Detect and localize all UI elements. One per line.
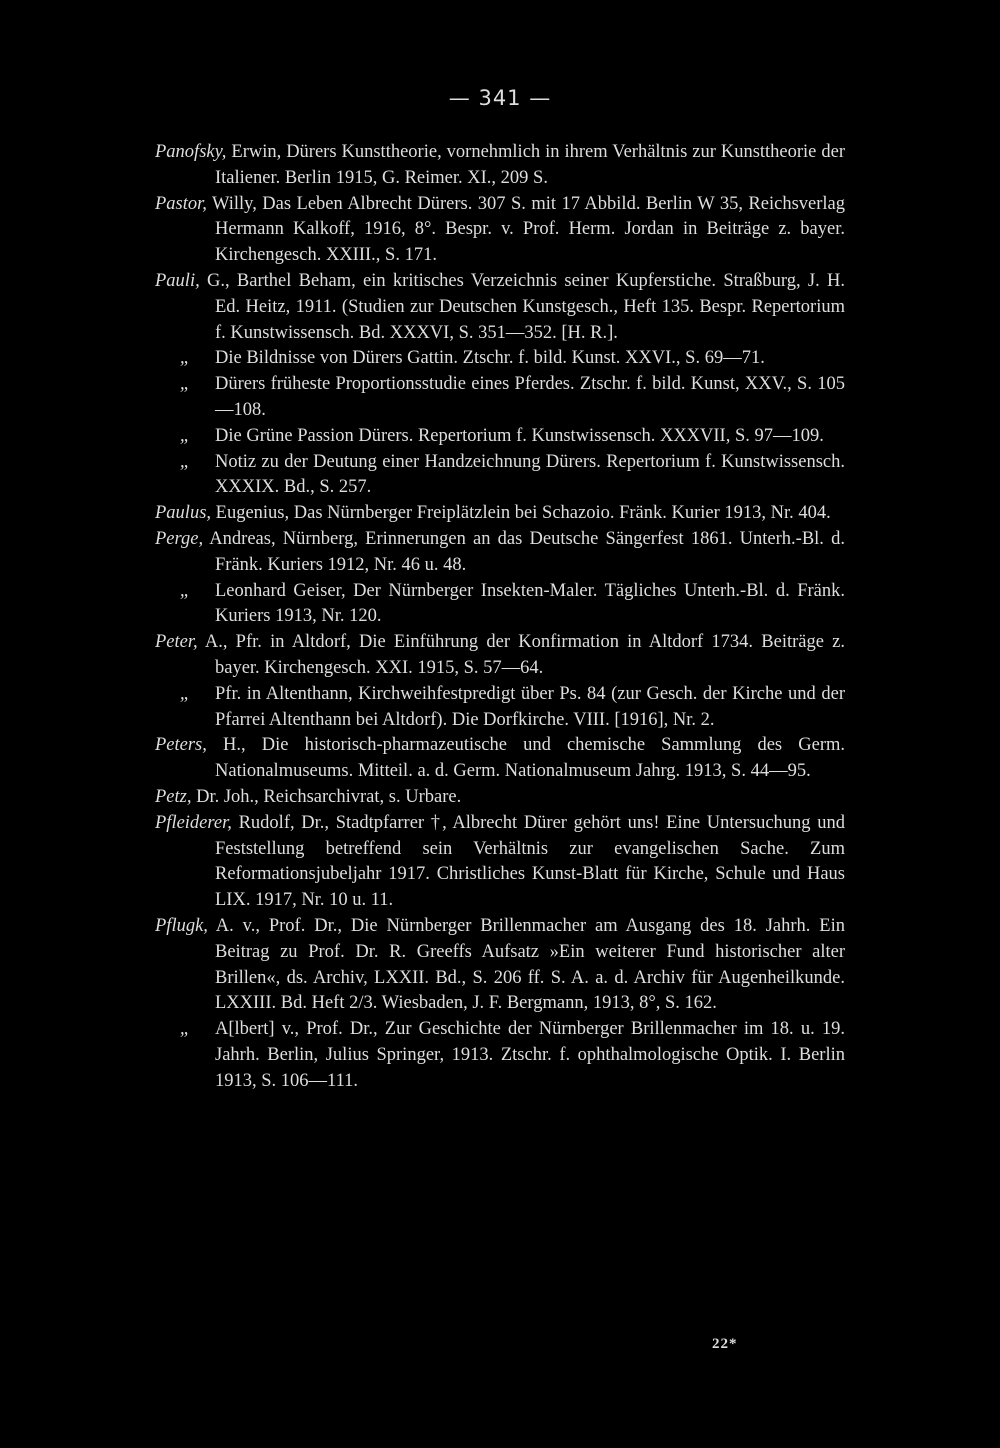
entry-text: Rudolf, Dr., Stadtpfarrer †, Albrecht Dürer gehört uns! Eine Untersuchung und Feststellung betreffend sein Verhältnis zur evangelischen Sache. Zum Reformationsjubeljahr 1917. Christliches Kunst-Blatt für Kirche, Schule und Haus LIX. 1917, Nr. 10 u. 11. (215, 812, 845, 911)
entry-author: Peters, (155, 735, 207, 756)
entry-text: A., Pfr. in Altdorf, Die Einführung der Konfirmation in Altdorf 1734. Beiträge z. bayer. Kirchengesch. XXI. 1915, S. 57—64. (197, 632, 845, 678)
ditto-mark: „ (179, 374, 191, 395)
bibliography-entry (155, 140, 845, 192)
entry-author: Panofsky, (155, 142, 227, 162)
ditto-mark: „ (179, 683, 191, 704)
page-number: — 341 — (448, 86, 552, 110)
entry-author: Pflugk, (155, 915, 208, 936)
bibliography-entry (155, 682, 845, 734)
entry-text: Erwin, Dürers Kunsttheorie, vornehmlich in ihrem Verhältnis zur Kunsttheorie der Italiener. Berlin 1915, G. Reimer. XI., 209 S. (215, 142, 845, 188)
entry-author: Pfleiderer, (155, 812, 232, 833)
bibliography-entry (155, 579, 845, 631)
entry-text: Eugenius, Das Nürnberger Freiplätzlein bei Schazoio. Fränk. Kurier 1913, Nr. 404. (211, 503, 831, 524)
entry-author: Peter, (155, 632, 198, 653)
bibliography-entry (155, 372, 845, 424)
ditto-mark: „ (179, 348, 191, 369)
entry-text: Notiz zu der Deutung einer Handzeichnung Dürers. Repertorium f. Kunstwissensch. XXXIX. Bd., S. 257. (215, 451, 845, 498)
entry-text: H., Die historisch-pharmazeutische und chemische Sammlung des Germ. Nationalmuseums. Mitteil. a. d. Germ. Nationalmuseum Jahrg. 1913, S. 44—95. (206, 735, 845, 782)
entry-text: A[lbert] v., Prof. Dr., Zur Geschichte der Nürnberger Brillenmacher im 18. u. 19. Jahrh. Berlin, Julius Springer, 1913. Ztschr. f. ophthalmologische Optik. I. Berlin 1913, S. 106—111. (215, 1019, 845, 1091)
bibliography-entry (155, 1017, 845, 1094)
entry-text: Dr. Joh., Reichsarchivrat, s. Urbare. (191, 786, 462, 807)
entry-text: Dürers früheste Proportionsstudie eines Pferdes. Ztschr. f. bild. Kunst, XXV., S. 105—108. (215, 374, 845, 420)
ditto-mark: „ (179, 425, 191, 446)
entry-text: Willy, Das Leben Albrecht Dürers. 307 S. mit 17 Abbild. Berlin W 35, Reichsverlag Hermann Kalkoff, 1916, 8°. Bespr. v. Prof. Herm. Jordan in Beiträge z. bayer. Kirchengesch. XXIII., S. 171. (206, 193, 845, 266)
entry-text: G., Barthel Beham, ein kritisches Verzeichnis seiner Kupferstiche. Straßburg, J. H. Ed. Heitz, 1911. (Studien zur Deutschen Kunstgesch., Heft 135. Bespr. Repertorium f. Kunstwissensch. Bd. XXXVI, S. 351—352. [H. R.]. (199, 270, 845, 343)
entry-text: Leonhard Geiser, Der Nürnberger Insekten-Maler. Tägliches Unterh.-Bl. d. Fränk. Kuriers 1913, Nr. 120. (215, 580, 845, 627)
bibliography-entry (155, 269, 845, 346)
bibliography-list (155, 140, 845, 1094)
bibliography-entry (155, 914, 845, 1017)
bibliography-entry (155, 733, 845, 785)
entry-author: Pastor, (155, 193, 207, 214)
bibliography-entry (155, 192, 845, 269)
bibliography-entry (155, 450, 845, 502)
entry-text: Pfr. in Altenthann, Kirchweihfestpredigt über Ps. 84 (zur Gesch. der Kirche und der Pfarrei Altenthann bei Altdorf). Die Dorfkirche. VIII. [1916], Nr. 2. (215, 683, 845, 730)
entry-author: Paulus, (155, 503, 212, 524)
ditto-mark: „ (179, 451, 191, 472)
bibliography-entry (155, 501, 845, 527)
entry-text: Die Bildnisse von Dürers Gattin. Ztschr. f. bild. Kunst. XXVI., S. 69—71. (215, 348, 765, 369)
bibliography-entry (155, 630, 845, 682)
bibliography-entry (155, 785, 845, 811)
entry-text: Die Grüne Passion Dürers. Repertorium f. Kunstwissensch. XXXVII, S. 97—109. (215, 425, 824, 446)
entry-author: Petz, (155, 786, 192, 807)
entry-text: A. v., Prof. Dr., Die Nürnberger Brillenmacher am Ausgang des 18. Jahrh. Ein Beitrag zu Prof. Dr. R. Greeffs Aufsatz »Ein weiterer Fund historischer alter Brillen«, ds. Archiv, LXXII. Bd., S. 206 ff. S. A. a. d. Archiv für Augenheilkunde. LXXIII. Bd. Heft 2/3. Wiesbaden, J. F. Bergmann, 1913, 8°, S. 162. (207, 915, 845, 1014)
entry-author: Perge, (155, 528, 204, 549)
ditto-mark: „ (179, 1019, 191, 1040)
bibliography-entry (155, 424, 845, 450)
signature-mark: 22* (712, 1336, 738, 1352)
bibliography-entry (155, 811, 845, 914)
entry-text: Andreas, Nürnberg, Erinnerungen an das Deutsche Sängerfest 1861. Unterh.-Bl. d. Fränk. Kuriers 1912, Nr. 46 u. 48. (203, 528, 845, 575)
ditto-mark: „ (179, 580, 191, 601)
bibliography-entry (155, 527, 845, 579)
entry-author: Pauli, (155, 270, 200, 291)
bibliography-entry (155, 346, 845, 372)
